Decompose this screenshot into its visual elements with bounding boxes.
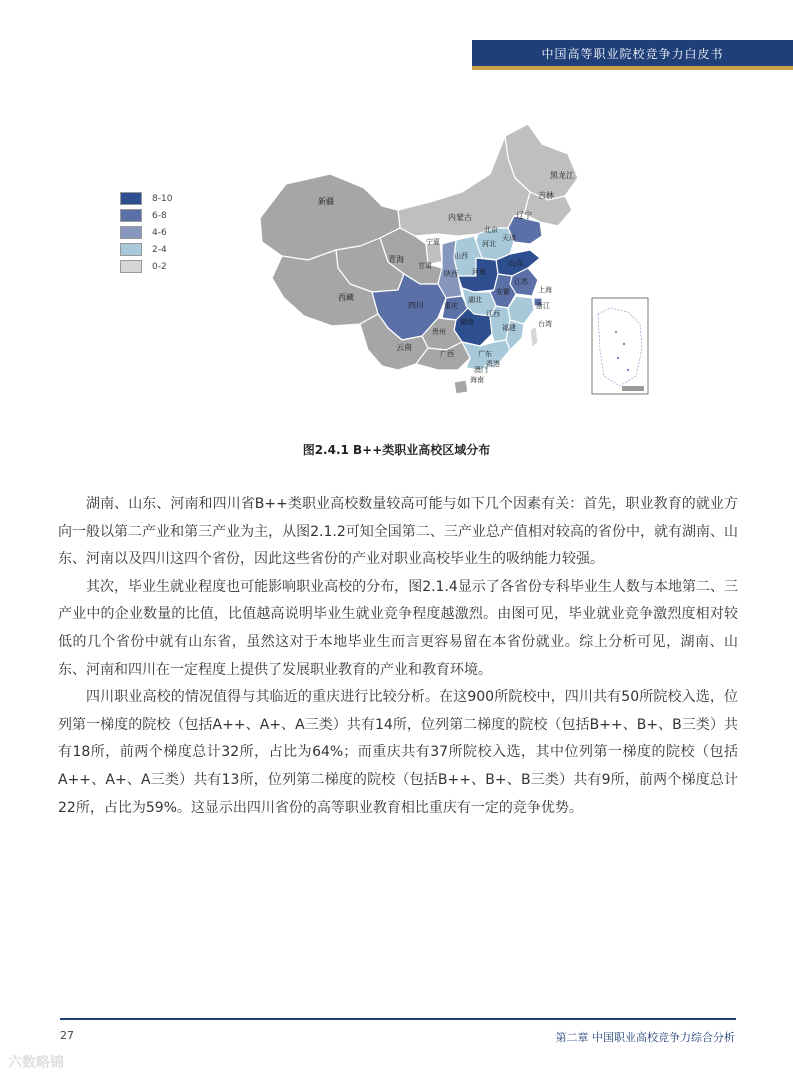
- legend-item: [120, 241, 172, 258]
- label-hubei: 湖北: [468, 296, 482, 304]
- legend-item: [120, 207, 172, 224]
- legend-swatch: [120, 226, 142, 239]
- legend-label: 4-6: [152, 227, 167, 238]
- figure-caption: 图2.4.1 B++类职业高校区域分布: [302, 443, 491, 457]
- label-guizhou: 贵州: [432, 328, 446, 336]
- chapter-title: 第二章 中国职业高校竞争力综合分析: [555, 1031, 735, 1044]
- label-liaoning: 辽宁: [516, 211, 532, 220]
- paragraph-3: 四川职业高校的情况值得与其临近的重庆进行比较分析。在这900所院校中，四川共有50所院校入选，位列第一梯度的院校（包括A++、A+、A三类）共有14所，位列第二梯度的院校（包括B++、B+、B三类）共有18所，前两个梯度总计32所，占比为64%；而重庆共有37所院校入选，其中位列第一梯度的院校（包括A++、A+、A三类）共有13所，位列第二梯度的院校（包括B++、B+、B三类）共有9所，前两个梯度总计22所，占比为59%。这显示出四川省份的高等职业教育相比重庆有一定的竞争优势。: [58, 689, 738, 816]
- label-gansu: 甘肃: [418, 262, 432, 270]
- label-beijing: 北京: [484, 226, 498, 234]
- label-chongqing: 重庆: [444, 302, 458, 310]
- label-shaanxi: 陕西: [444, 270, 458, 278]
- label-heilongjiang: 黑龙江: [550, 171, 574, 180]
- label-xinjiang: 新疆: [318, 197, 334, 206]
- label-guangxi: 广西: [440, 350, 454, 358]
- body-text: [58, 491, 738, 822]
- label-yunnan: 云南: [396, 343, 412, 352]
- label-taiwan: 台湾: [538, 320, 552, 328]
- page-number: 27: [60, 1029, 74, 1042]
- label-neimenggu: 内蒙古: [448, 213, 472, 222]
- region-taiwan: [530, 326, 538, 348]
- region-hainan: [454, 380, 468, 394]
- label-qinghai: 青海: [388, 255, 404, 264]
- header-accent-stripe: [472, 66, 793, 70]
- label-sichuan: 四川: [408, 301, 424, 310]
- label-shanghai: 上海: [538, 286, 552, 294]
- south-china-sea-inset: [592, 298, 648, 394]
- label-anhui: 安徽: [496, 288, 510, 296]
- legend-label: 2-4: [152, 244, 167, 255]
- map-legend: [120, 190, 172, 275]
- label-guangdong: 广东: [478, 350, 492, 358]
- footer-divider: [60, 1018, 736, 1020]
- label-hunan: 湖南: [460, 318, 474, 326]
- watermark: 六数略锦: [8, 1055, 64, 1071]
- paragraph-1: 湖南、山东、河南和四川省B++类职业高校数量较高可能与如下几个因素有关：首先，职业教育的就业方向一般以第二产业和第三产业为主，从图2.1.2可知全国第二、三产业总产值相对较高的省份中，就有湖南、山东、河南以及四川这四个省份，因此这些省份的产业对职业高校毕业生的吸纳能力较强。: [58, 496, 738, 568]
- legend-label: 0-2: [152, 261, 167, 272]
- label-xianggang: 香港: [486, 360, 500, 368]
- label-tianjin: 天津: [502, 234, 516, 242]
- legend-item: [120, 190, 172, 207]
- legend-item: [120, 224, 172, 241]
- china-map-svg: [110, 118, 670, 418]
- label-ningxia: 宁夏: [426, 238, 440, 246]
- label-hainan: 海南: [470, 376, 484, 384]
- label-jiangxi: 江西: [486, 310, 500, 318]
- label-fujian: 福建: [502, 324, 516, 332]
- label-hebei: 河北: [482, 240, 496, 248]
- header-title: 中国高等职业院校竞争力白皮书: [541, 46, 724, 61]
- label-henan: 河南: [472, 268, 486, 276]
- label-jilin: 吉林: [538, 191, 554, 200]
- header-bar: [472, 40, 793, 66]
- label-shandong: 山东: [508, 259, 524, 268]
- label-xizang: 西藏: [338, 293, 354, 302]
- legend-label: 8-10: [152, 193, 173, 204]
- label-jiangsu: 江苏: [514, 278, 528, 286]
- china-map: [110, 118, 670, 418]
- label-shanxi: 山西: [454, 252, 468, 260]
- legend-swatch: [120, 243, 142, 256]
- label-aomen: 澳门: [474, 366, 488, 374]
- legend-swatch: [120, 192, 142, 205]
- legend-label: 6-8: [152, 210, 167, 221]
- legend-swatch: [120, 209, 142, 222]
- label-zhejiang: 浙江: [536, 302, 550, 310]
- legend-item: [120, 258, 172, 275]
- legend-swatch: [120, 260, 142, 273]
- paragraph-2: 其次，毕业生就业程度也可能影响职业高校的分布，图2.1.4显示了各省份专科毕业生人数与本地第二、三产业中的企业数量的比值，比值越高说明毕业生就业竞争程度越激烈。由图可见，毕业就业竞争激烈度相对较低的几个省份中就有山东省，虽然这对于本地毕业生而言更容易留在本省份就业。综上分析可见，湖南、山东、河南和四川在一定程度上提供了发展职业教育的产业和教育环境。: [58, 578, 738, 678]
